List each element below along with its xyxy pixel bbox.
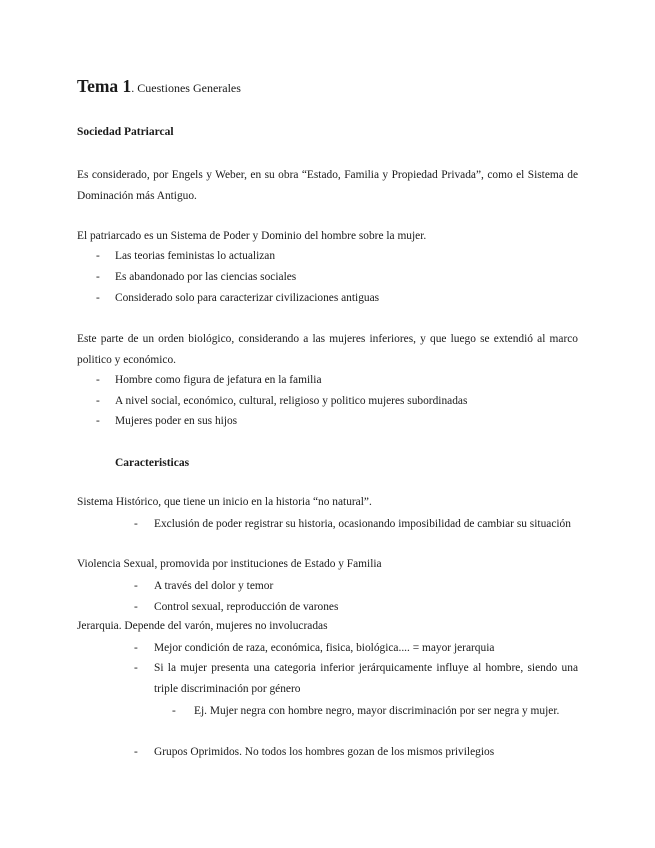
dash-bullet: -	[134, 746, 138, 758]
dash-bullet: -	[96, 250, 100, 262]
list-item: - Las teorias feministas lo actualizan	[96, 246, 578, 267]
dash-bullet: -	[96, 271, 100, 283]
list-item-nested: - Ej. Mujer negra con hombre negro, mayor discriminación por ser negra y mujer.	[172, 701, 578, 743]
dash-bullet: -	[96, 415, 100, 427]
dash-bullet: -	[134, 601, 138, 613]
list-item: - Control sexual, reproducción de varones	[134, 597, 578, 618]
dash-bullet: -	[172, 705, 176, 717]
list-item: - Considerado solo para caracterizar civilizaciones antiguas	[96, 288, 578, 309]
list-item: - Grupos Oprimidos. No todos los hombres gozan de los mismos privilegios	[134, 742, 578, 763]
list-item: - Exclusión de poder registrar su historia, ocasionando imposibilidad de cambiar su situación	[134, 514, 578, 556]
page-title	[77, 76, 241, 97]
section-heading-sociedad-patriarcal: Sociedad Patriarcal	[77, 126, 174, 138]
dash-bullet: -	[96, 374, 100, 386]
list-item: - Mujeres poder en sus hijos	[96, 411, 578, 432]
list-item: - Mejor condición de raza, económica, fisica, biológica.... = mayor jerarquia	[134, 638, 578, 659]
dash-bullet: -	[96, 395, 100, 407]
dash-bullet: -	[134, 518, 138, 530]
characteristic-title-jerarquia: Jerarquia. Depende del varón, mujeres no involucradas	[77, 620, 328, 632]
characteristic-title-violencia: Violencia Sexual, promovida por instituciones de Estado y Familia	[77, 558, 382, 570]
paragraph-definition: El patriarcado es un Sistema de Poder y Dominio del hombre sobre la mujer.	[77, 230, 427, 242]
dash-bullet: -	[96, 292, 100, 304]
title-main: Tema 1	[77, 76, 132, 96]
list-item: - Si la mujer presenta una categoria inferior jerárquicamente influye al hombre, siendo una triple discriminación por género	[134, 658, 578, 700]
dash-bullet: -	[134, 662, 138, 674]
dash-bullet: -	[134, 642, 138, 654]
characteristic-title-historico: Sistema Histórico, que tiene un inicio en la historia “no natural”.	[77, 496, 372, 508]
list-item: - A través del dolor y temor	[134, 576, 578, 597]
list-item: - A nivel social, económico, cultural, religioso y politico mujeres subordinadas	[96, 391, 578, 412]
section-heading-caracteristicas: Caracteristicas	[115, 457, 190, 469]
title-subtitle: . Cuestiones Generales	[131, 81, 241, 95]
list-item: - Es abandonado por las ciencias sociales	[96, 267, 578, 288]
dash-bullet: -	[134, 580, 138, 592]
paragraph-origin: Este parte de un orden biológico, considerando a las mujeres inferiores, y que luego se extendió al marco politico y económico.	[77, 333, 578, 366]
list-item: - Hombre como figura de jefatura en la familia	[96, 370, 578, 391]
paragraph-intro: Es considerado, por Engels y Weber, en su obra “Estado, Familia y Propiedad Privada”, como el Sistema de Dominación más Antiguo.	[77, 169, 578, 202]
